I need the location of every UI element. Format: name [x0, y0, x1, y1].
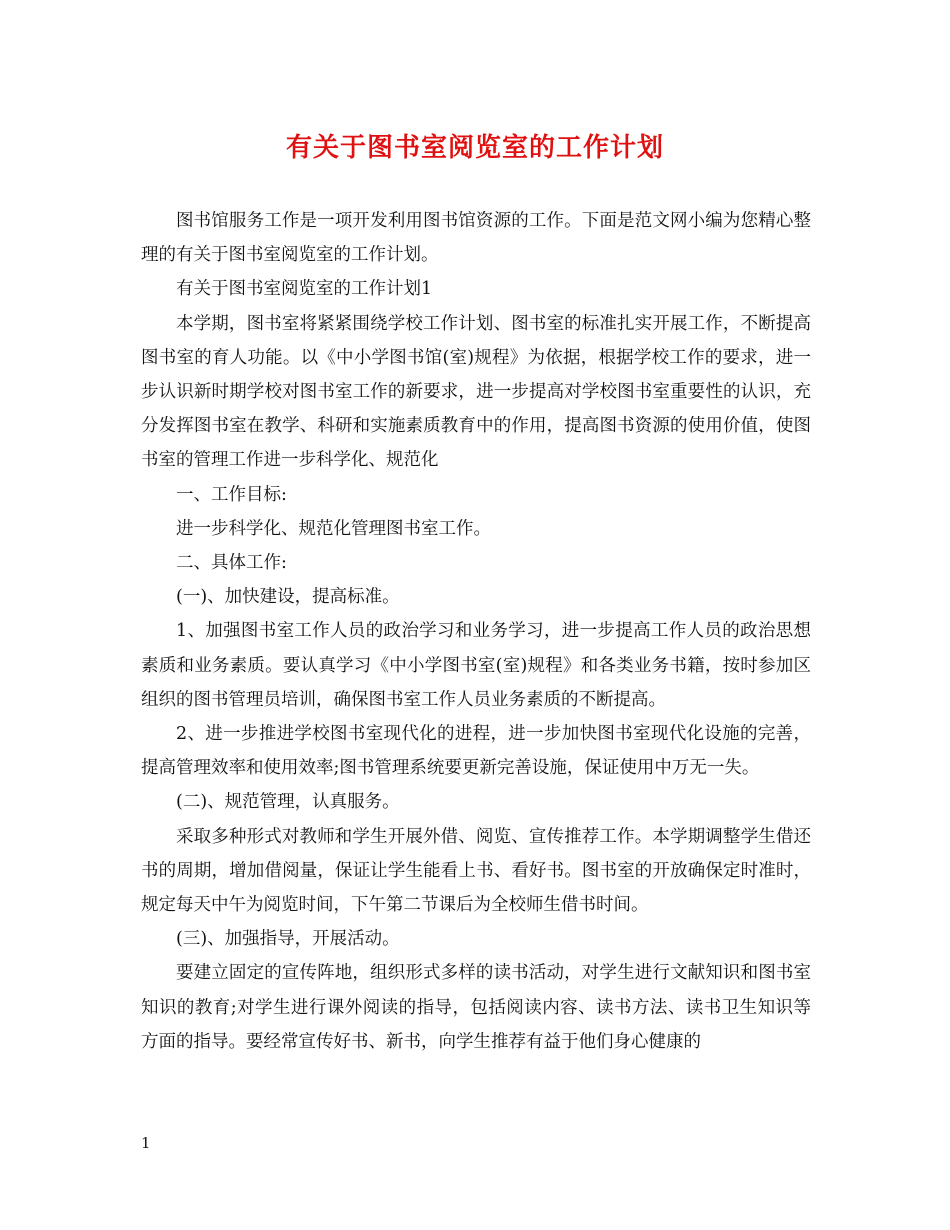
paragraph-section-3-heading: (三)、加强指导，开展活动。	[176, 929, 400, 950]
paragraph-item-1: 1、加强图书室工作人员的政治学习和业务学习，进一步提高工作人员的政治思想素质和业务素质。要认真学习《中小学图书室(室)规程》和各类业务书籍，按时参加区组织的图书管理员培训，确保图书室工作人员业务素质的不断提高。	[141, 621, 811, 710]
paragraph-goal-heading: 一、工作目标:	[176, 484, 287, 505]
paragraph-item-2: 2、进一步推进学校图书室现代化的进程，进一步加快图书室现代化设施的完善，提高管理效率和使用效率;图书管理系统要更新完善设施，保证使用中万无一失。	[141, 724, 811, 779]
paragraph-intro: 图书馆服务工作是一项开发利用图书馆资源的工作。下面是范文网小编为您精心整理的有关于图书室阅览室的工作计划。	[141, 211, 811, 266]
paragraph-goal: 进一步科学化、规范化管理图书室工作。	[176, 518, 491, 539]
paragraph-tasks-heading: 二、具体工作:	[176, 553, 287, 574]
paragraph-section-2-heading: (二)、规范管理，认真服务。	[176, 792, 400, 813]
paragraph-section-1-heading: (一)、加快建设，提高标准。	[176, 587, 400, 608]
paragraph-section-2-body: 采取多种形式对教师和学生开展外借、阅览、宣传推荐工作。本学期调整学生借还书的周期，增加借阅量，保证让学生能看上书、看好书。图书室的开放确保定时准时，规定每天中午为阅览时间，下午第二节课后为全校师生借书时间。	[141, 826, 811, 916]
paragraph-plan-heading: 有关于图书室阅览室的工作计划1	[176, 279, 433, 300]
paragraph-overview: 本学期，图书室将紧紧围绕学校工作计划、图书室的标准扎实开展工作，不断提高图书室的育人功能。以《中小学图书馆(室)规程》为依据，根据学校工作的要求，进一步认识新时期学校对图书室工作的新要求，进一步提高对学校图书室重要性的认识，充分发挥图书室在教学、科研和实施素质教育中的作用，提高图书资源的使用价值，使图书室的管理工作进一步科学化、规范化	[141, 313, 811, 471]
document-body	[141, 204, 811, 1059]
page-number: 1	[141, 1134, 151, 1152]
document-title: 有关于图书室阅览室的工作计划	[285, 133, 664, 163]
paragraph-section-3-body: 要建立固定的宣传阵地，组织形式多样的读书活动，对学生进行文献知识和图书室知识的教育;对学生进行课外阅读的指导，包括阅读内容、读书方法、读书卫生知识等方面的指导。要经常宣传好书、新书，向学生推荐有益于他们身心健康的	[141, 963, 811, 1052]
